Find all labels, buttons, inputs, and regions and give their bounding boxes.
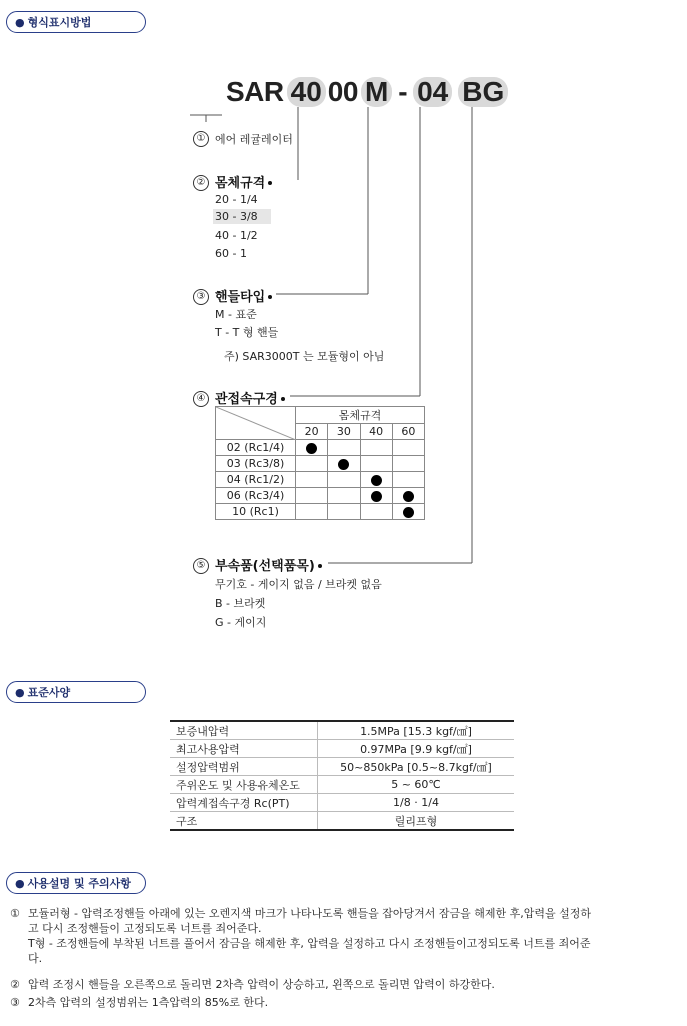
port-label: 03 (Rc3/8) — [216, 456, 296, 472]
code-port: 04 — [413, 77, 452, 107]
port-label: 06 (Rc3/4) — [216, 488, 296, 504]
item-1 — [193, 128, 293, 147]
size-option-highlighted: 30 - 3/8 — [213, 209, 271, 224]
note-number: ① — [10, 907, 20, 920]
code-handle: M — [361, 77, 392, 107]
bullet-icon — [318, 564, 322, 568]
note-text: 고 다시 조정핸들이 고정되도록 너트를 죄어준다. — [28, 922, 262, 935]
item-heading: 관접속구경 — [215, 392, 278, 407]
size-option: 20 - 1/4 — [215, 193, 258, 206]
spec-row — [170, 794, 514, 812]
note-text: T형 - 조정핸들에 부착된 너트를 풀어서 잠금을 해제한 후, 압력을 설정하고 다시 조정핸들이고정되도록 너트를 죄어준 — [28, 937, 591, 950]
size-col: 30 — [328, 424, 360, 440]
filled-dot-icon — [403, 491, 414, 502]
item-2 — [193, 172, 272, 191]
port-cell — [392, 488, 424, 504]
port-label: 04 (Rc1/2) — [216, 472, 296, 488]
port-cell — [360, 456, 392, 472]
spec-table — [170, 720, 514, 831]
port-cell — [392, 472, 424, 488]
port-cell — [296, 440, 328, 456]
item-4 — [193, 388, 285, 407]
note-text: 압력 조정시 핸들을 오른쪽으로 돌리면 2차측 압력이 상승하고, 왼쪽으로 돌리면 압력이 하강한다. — [28, 978, 495, 991]
item-number: ⑤ — [193, 558, 209, 574]
code-zeros: 00 — [327, 76, 358, 107]
note-number: ② — [10, 978, 20, 991]
note-number: ③ — [10, 996, 20, 1009]
item-number: ② — [193, 175, 209, 191]
spec-value: 0.97MPa [9.9 kgf/㎠] — [318, 740, 515, 758]
port-row — [216, 456, 425, 472]
port-label: 02 (Rc1/4) — [216, 440, 296, 456]
note-2 — [10, 977, 670, 992]
spec-key: 보증내압력 — [170, 721, 318, 740]
item-number: ① — [193, 131, 209, 147]
port-cell — [296, 488, 328, 504]
accessory-option: B - 브라켓 — [215, 597, 266, 610]
port-table-header: 몸체규격 — [296, 407, 425, 424]
port-cell — [328, 472, 360, 488]
bullet-icon: ● — [15, 877, 25, 890]
diagonal-cell — [216, 407, 296, 440]
size-option: 40 - 1/2 — [215, 229, 258, 242]
spec-row — [170, 721, 514, 740]
port-cell — [296, 472, 328, 488]
spec-value: 릴리프형 — [318, 812, 515, 831]
spec-key: 주위온도 및 사용유체온도 — [170, 776, 318, 794]
port-label: 10 (Rc1) — [216, 504, 296, 520]
port-cell — [360, 440, 392, 456]
section-title: 형식표시방법 — [27, 16, 92, 29]
port-cell — [328, 456, 360, 472]
section-title: 표준사양 — [27, 686, 71, 699]
port-row — [216, 488, 425, 504]
filled-dot-icon — [338, 459, 349, 470]
port-cell — [360, 472, 392, 488]
spec-key: 최고사용압력 — [170, 740, 318, 758]
spec-key: 구조 — [170, 812, 318, 831]
note-3 — [10, 995, 670, 1010]
port-cell — [296, 504, 328, 520]
bullet-icon: ● — [15, 16, 25, 29]
handle-note: 주) SAR3000T 는 모듈형이 아님 — [224, 350, 385, 363]
code-prefix: SAR — [226, 76, 284, 107]
port-cell — [296, 456, 328, 472]
code-accessory: BG — [458, 77, 508, 107]
bullet-icon — [268, 181, 272, 185]
spec-key: 압력계접속구경 Rc(PT) — [170, 794, 318, 812]
note-text: 2차측 압력의 설정범위는 1측압력의 85%로 한다. — [28, 996, 269, 1009]
item-number: ④ — [193, 391, 209, 407]
filled-dot-icon — [371, 475, 382, 486]
port-cell — [360, 488, 392, 504]
size-col: 40 — [360, 424, 392, 440]
spec-key: 설정압력범위 — [170, 758, 318, 776]
handle-option: T - T 형 핸들 — [215, 326, 279, 339]
spec-value: 5 ~ 60℃ — [318, 776, 515, 794]
size-col: 60 — [392, 424, 424, 440]
spec-row — [170, 776, 514, 794]
port-cell — [328, 440, 360, 456]
spec-value: 50~850kPa [0.5~8.7kgf/㎠] — [318, 758, 515, 776]
note-text: 모듈러형 - 압력조정핸들 아래에 있는 오렌지색 마크가 나타나도록 핸들을 잡아당겨서 잠금을 해제한 후,압력을 설정하 — [28, 907, 591, 920]
item-number: ③ — [193, 289, 209, 305]
item-heading: 부속품(선택품목) — [215, 559, 315, 574]
size-col: 20 — [296, 424, 328, 440]
code-dash: - — [398, 76, 408, 107]
item-label: 에어 레귤레이터 — [215, 133, 293, 146]
spec-row — [170, 812, 514, 831]
accessory-option: 무기호 - 게이지 없음 / 브라켓 없음 — [215, 578, 382, 591]
bullet-icon — [268, 295, 272, 299]
handle-option: M - 표준 — [215, 308, 257, 321]
port-row — [216, 472, 425, 488]
port-cell — [392, 440, 424, 456]
port-cell — [328, 504, 360, 520]
size-option: 60 - 1 — [215, 247, 247, 260]
filled-dot-icon — [403, 507, 414, 518]
spec-row — [170, 758, 514, 776]
model-code — [226, 77, 508, 107]
item-heading: 몸체규격 — [215, 176, 266, 191]
section-title: 사용설명 및 주의사항 — [27, 877, 131, 890]
bullet-icon — [281, 397, 285, 401]
port-cell — [392, 504, 424, 520]
bullet-icon: ● — [15, 686, 25, 699]
note-1 — [10, 906, 670, 966]
code-size: 40 — [287, 77, 326, 107]
port-cell — [360, 504, 392, 520]
accessory-option: G - 게이지 — [215, 616, 267, 629]
filled-dot-icon — [306, 443, 317, 454]
filled-dot-icon — [371, 491, 382, 502]
port-table — [215, 406, 425, 520]
port-row — [216, 440, 425, 456]
note-text: 다. — [28, 952, 43, 965]
item-heading: 핸들타입 — [215, 290, 266, 305]
port-row — [216, 504, 425, 520]
port-cell — [328, 488, 360, 504]
port-cell — [392, 456, 424, 472]
item-5 — [193, 555, 322, 574]
spec-value: 1/8 · 1/4 — [318, 794, 515, 812]
section-spec-header — [6, 681, 146, 703]
section-usage-header — [6, 872, 146, 894]
spec-value: 1.5MPa [15.3 kgf/㎠] — [318, 721, 515, 740]
item-3 — [193, 286, 272, 305]
spec-row — [170, 740, 514, 758]
